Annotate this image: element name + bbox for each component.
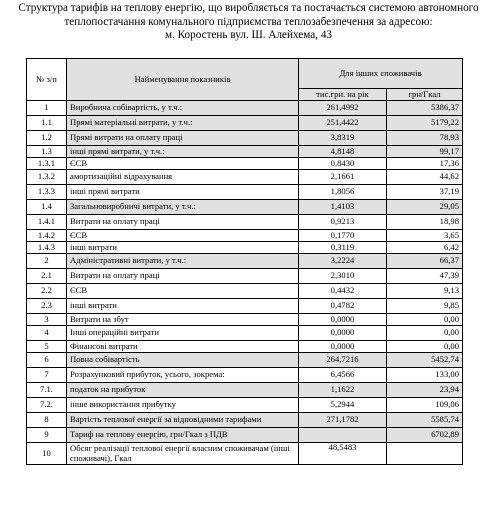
row-value-uah-per-gcal-cell: 23,94 bbox=[387, 383, 463, 398]
table-row bbox=[27, 314, 463, 326]
row-value-uah-per-gcal-cell: 5386,37 bbox=[387, 101, 463, 116]
row-name-cell: Обсяг реалізації теплової енергії власним споживачам (інші споживачі), Гкал bbox=[67, 443, 299, 465]
row-name-cell: інші витрати bbox=[67, 242, 299, 254]
row-name-cell: Витрати на збут bbox=[67, 314, 299, 326]
row-number-cell: 1.4 bbox=[27, 200, 67, 215]
row-name-cell: Тариф на теплову енергію, грн/Гкал з ПДВ bbox=[67, 428, 299, 443]
row-value-thousand-uah-cell: 264,7216 bbox=[299, 353, 387, 368]
row-name-cell: Виробнича собівартість, у т.ч.: bbox=[67, 101, 299, 116]
table-row bbox=[27, 158, 463, 170]
table-row bbox=[27, 131, 463, 146]
table-row bbox=[27, 299, 463, 314]
row-number-cell: 5 bbox=[27, 341, 67, 353]
row-value-uah-per-gcal-cell: 0,00 bbox=[387, 314, 463, 326]
row-value-thousand-uah-cell: 0,0000 bbox=[299, 326, 387, 341]
row-value-thousand-uah-cell: 0,0000 bbox=[299, 314, 387, 326]
row-number-cell: 1.3.1 bbox=[27, 158, 67, 170]
row-value-uah-per-gcal-cell: 0,00 bbox=[387, 341, 463, 353]
row-value-thousand-uah-cell: 0,8430 bbox=[299, 158, 387, 170]
row-value-uah-per-gcal-cell: 0,00 bbox=[387, 326, 463, 341]
row-value-thousand-uah-cell: 0,0000 bbox=[299, 341, 387, 353]
row-value-uah-per-gcal-cell: 99,17 bbox=[387, 146, 463, 158]
row-number-cell: 3 bbox=[27, 314, 67, 326]
document-header bbox=[0, 2, 497, 43]
row-name-cell: податок на прибуток bbox=[67, 383, 299, 398]
column-header-name: Найменування показників bbox=[67, 59, 299, 101]
row-number-cell: 2 bbox=[27, 254, 67, 269]
row-name-cell: Витрати на оплату праці bbox=[67, 215, 299, 230]
table-header-row bbox=[27, 59, 463, 89]
header-line-2: теплопостачання комунального підприємства теплозабезпечення за адресою: bbox=[64, 15, 433, 28]
table-row bbox=[27, 146, 463, 158]
column-header-group: Для інших споживачів bbox=[299, 59, 463, 89]
row-name-cell: Прямі матеріальні витрати, у т.ч.: bbox=[67, 116, 299, 131]
table-row bbox=[27, 242, 463, 254]
row-value-uah-per-gcal-cell: 17,36 bbox=[387, 158, 463, 170]
row-value-uah-per-gcal-cell bbox=[387, 443, 463, 465]
row-number-cell: 10 bbox=[27, 443, 67, 465]
row-value-thousand-uah-cell: 1,1622 bbox=[299, 383, 387, 398]
row-name-cell: Повна собівартість bbox=[67, 353, 299, 368]
row-name-cell: Адміністративні витрати, у т.ч.: bbox=[67, 254, 299, 269]
row-value-thousand-uah-cell: 271,1782 bbox=[299, 413, 387, 428]
row-value-thousand-uah-cell: 3,8319 bbox=[299, 131, 387, 146]
row-number-cell: 1.3 bbox=[27, 146, 67, 158]
row-value-thousand-uah-cell: 1,8056 bbox=[299, 185, 387, 200]
row-name-cell: інші прямі витрати bbox=[67, 185, 299, 200]
row-value-thousand-uah-cell: 5,2944 bbox=[299, 398, 387, 413]
row-value-uah-per-gcal-cell: 5179,22 bbox=[387, 116, 463, 131]
row-value-thousand-uah-cell: 0,4782 bbox=[299, 299, 387, 314]
row-value-uah-per-gcal-cell: 66,37 bbox=[387, 254, 463, 269]
row-number-cell: 8 bbox=[27, 413, 67, 428]
header-line-3: м. Коростень вул. Ш. Алейхема, 43 bbox=[164, 29, 333, 41]
row-name-cell: Прямі витрати на оплату праці bbox=[67, 131, 299, 146]
table-row bbox=[27, 269, 463, 284]
row-name-cell: Витрати на оплату праці bbox=[67, 269, 299, 284]
row-name-cell: Розрахунковий прибуток, усього, зокрема: bbox=[67, 368, 299, 383]
table-row bbox=[27, 353, 463, 368]
row-value-uah-per-gcal-cell: 47,39 bbox=[387, 269, 463, 284]
row-value-uah-per-gcal-cell: 78,93 bbox=[387, 131, 463, 146]
row-value-uah-per-gcal-cell: 109,06 bbox=[387, 398, 463, 413]
row-value-uah-per-gcal-cell: 133,00 bbox=[387, 368, 463, 383]
row-name-cell: Інші операційні витрати bbox=[67, 326, 299, 341]
table-row bbox=[27, 215, 463, 230]
row-number-cell: 1.1 bbox=[27, 116, 67, 131]
column-header-unit-1: тис.грн. на рік bbox=[299, 89, 387, 101]
row-value-uah-per-gcal-cell: 37,19 bbox=[387, 185, 463, 200]
row-value-thousand-uah-cell: 2,1661 bbox=[299, 170, 387, 185]
table-row bbox=[27, 413, 463, 428]
table-row bbox=[27, 326, 463, 341]
table-row bbox=[27, 185, 463, 200]
row-value-uah-per-gcal-cell: 6702,89 bbox=[387, 428, 463, 443]
row-value-uah-per-gcal-cell: 5585,74 bbox=[387, 413, 463, 428]
row-name-cell: ЄСВ bbox=[67, 230, 299, 242]
table-row bbox=[27, 101, 463, 116]
row-number-cell: 2.2 bbox=[27, 284, 67, 299]
row-value-thousand-uah-cell: 6,4566 bbox=[299, 368, 387, 383]
row-value-thousand-uah-cell: 261,4992 bbox=[299, 101, 387, 116]
row-number-cell: 1.4.1 bbox=[27, 215, 67, 230]
table-row bbox=[27, 383, 463, 398]
column-header-unit-2: грн/Гкал bbox=[387, 89, 463, 101]
row-name-cell: ЄСВ bbox=[67, 284, 299, 299]
row-value-thousand-uah-cell: 251,4422 bbox=[299, 116, 387, 131]
row-number-cell: 6 bbox=[27, 353, 67, 368]
row-value-uah-per-gcal-cell: 9,13 bbox=[387, 284, 463, 299]
row-name-cell: амортизаційні відрахування bbox=[67, 170, 299, 185]
row-number-cell: 7.1. bbox=[27, 383, 67, 398]
row-number-cell: 7.2. bbox=[27, 398, 67, 413]
row-value-uah-per-gcal-cell: 5452,74 bbox=[387, 353, 463, 368]
table-row bbox=[27, 284, 463, 299]
row-number-cell: 1.3.3 bbox=[27, 185, 67, 200]
row-name-cell: інше використання прибутку bbox=[67, 398, 299, 413]
row-number-cell: 4 bbox=[27, 326, 67, 341]
row-value-uah-per-gcal-cell: 6,42 bbox=[387, 242, 463, 254]
row-value-thousand-uah-cell: 0,1770 bbox=[299, 230, 387, 242]
table-row bbox=[27, 254, 463, 269]
row-value-uah-per-gcal-cell: 18,98 bbox=[387, 215, 463, 230]
table-row bbox=[27, 116, 463, 131]
tariff-structure-table bbox=[26, 58, 463, 465]
row-number-cell: 1.4.3 bbox=[27, 242, 67, 254]
row-number-cell: 2.3 bbox=[27, 299, 67, 314]
table-row bbox=[27, 200, 463, 215]
row-name-cell: Загальновиробничі витрати, у т.ч.: bbox=[67, 200, 299, 215]
row-number-cell: 9 bbox=[27, 428, 67, 443]
row-name-cell: інші прямі витрати, у т.ч.: bbox=[67, 146, 299, 158]
row-value-thousand-uah-cell: 4,8148 bbox=[299, 146, 387, 158]
row-number-cell: 1 bbox=[27, 101, 67, 116]
row-value-thousand-uah-cell: 0,4432 bbox=[299, 284, 387, 299]
row-number-cell: 2.1 bbox=[27, 269, 67, 284]
row-value-thousand-uah-cell bbox=[299, 428, 387, 443]
table-row bbox=[27, 398, 463, 413]
table-row bbox=[27, 443, 463, 465]
row-value-uah-per-gcal-cell: 44,62 bbox=[387, 170, 463, 185]
row-number-cell: 1.3.2 bbox=[27, 170, 67, 185]
row-value-thousand-uah-cell: 1,4103 bbox=[299, 200, 387, 215]
table-row bbox=[27, 170, 463, 185]
row-number-cell: 1.2 bbox=[27, 131, 67, 146]
row-name-cell: Фінансові витрати bbox=[67, 341, 299, 353]
table-row bbox=[27, 341, 463, 353]
row-value-thousand-uah-cell: 0,9213 bbox=[299, 215, 387, 230]
header-line-1: Структура тарифів на теплову енергію, що виробляється та постачається системою автономного bbox=[18, 2, 479, 14]
row-name-cell: інші витрати bbox=[67, 299, 299, 314]
row-number-cell: 7 bbox=[27, 368, 67, 383]
row-value-uah-per-gcal-cell: 9,85 bbox=[387, 299, 463, 314]
table-row bbox=[27, 368, 463, 383]
table-body bbox=[27, 59, 463, 465]
row-name-cell: ЄСВ bbox=[67, 158, 299, 170]
row-name-cell: Вартість теплової енергії за відповідними тарифами bbox=[67, 413, 299, 428]
row-value-thousand-uah-cell: 3,2224 bbox=[299, 254, 387, 269]
row-value-thousand-uah-cell: 48,5483 bbox=[299, 443, 387, 465]
table-row bbox=[27, 428, 463, 443]
row-value-thousand-uah-cell: 2,3010 bbox=[299, 269, 387, 284]
row-value-uah-per-gcal-cell: 3,65 bbox=[387, 230, 463, 242]
column-header-number: № з/п bbox=[27, 59, 67, 101]
row-value-thousand-uah-cell: 0,3119 bbox=[299, 242, 387, 254]
row-value-uah-per-gcal-cell: 29,05 bbox=[387, 200, 463, 215]
table-row bbox=[27, 230, 463, 242]
row-number-cell: 1.4.2 bbox=[27, 230, 67, 242]
